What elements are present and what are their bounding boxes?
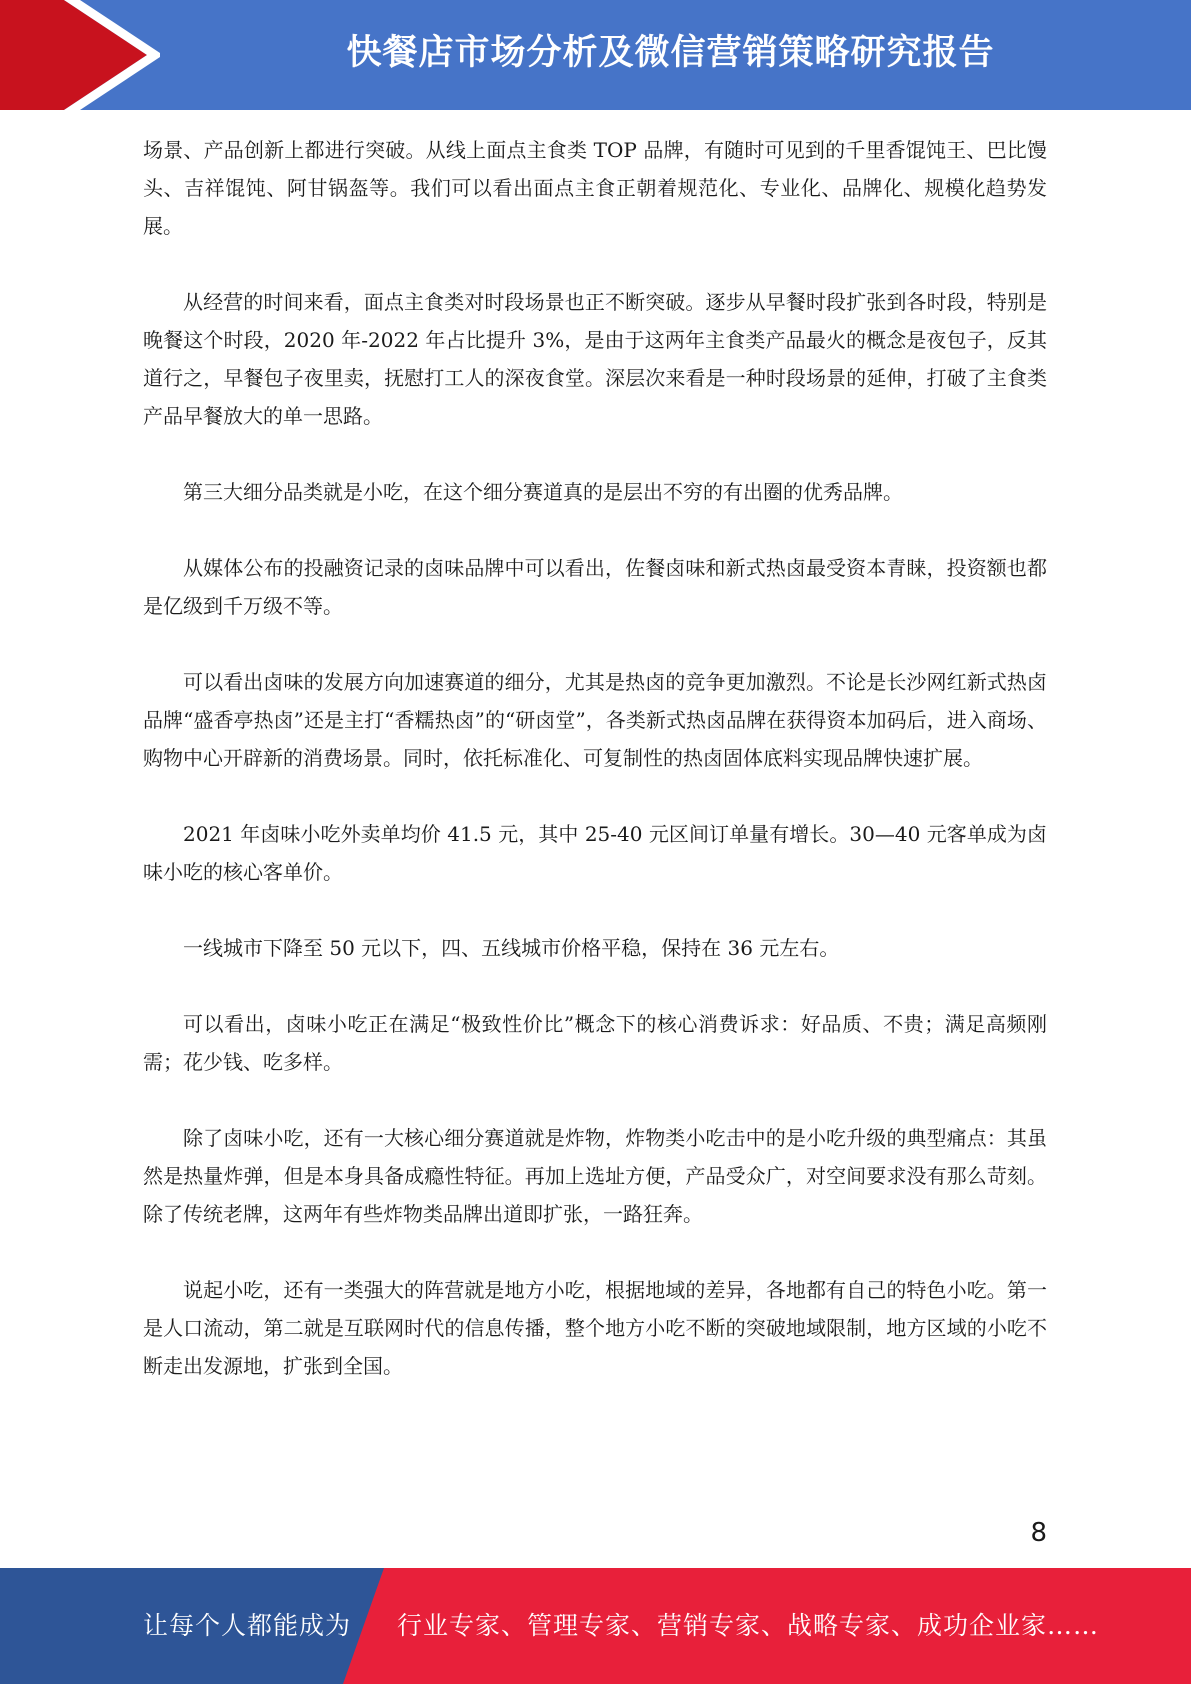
page-footer xyxy=(0,1568,1191,1684)
paragraph: 说起小吃，还有一类强大的阵营就是地方小吃，根据地域的差异，各地都有自己的特色小吃。第一是人口流动，第二就是互联网时代的信息传播，整个地方小吃不断的突破地域限制，地方区域的小吃不断走出发源地，扩张到全国。 xyxy=(143,1278,1047,1378)
document-body xyxy=(143,131,1047,1423)
page-header xyxy=(0,0,1191,110)
paragraph: 一线城市下降至 50 元以下，四、五线城市价格平稳，保持在 36 元左右。 xyxy=(183,936,840,960)
paragraph: 除了卤味小吃，还有一大核心细分赛道就是炸物，炸物类小吃击中的是小吃升级的典型痛点：其虽然是热量炸弹，但是本身具备成瘾性特征。再加上选址方便，产品受众广，对空间要求没有那么苛刻。除了传统老牌，这两年有些炸物类品牌出道即扩张，一路狂奔。 xyxy=(143,1126,1047,1226)
paragraph: 可以看出卤味的发展方向加速赛道的细分，尤其是热卤的竞争更加激烈。不论是长沙网红新式热卤品牌“盛香亭热卤”还是主打“香糯热卤”的“研卤堂”，各类新式热卤品牌在获得资本加码后，进入商场、购物中心开辟新的消费场景。同时，依托标准化、可复制性的热卤固体底料实现品牌快速扩展。 xyxy=(143,670,1047,770)
footer-slogan-right: 行业专家、管理专家、营销专家、战略专家、成功企业家…… xyxy=(397,1611,1100,1640)
footer-slogan-left: 让每个人都能成为 xyxy=(143,1611,352,1640)
paragraph: 第三大细分品类就是小吃，在这个细分赛道真的是层出不穷的有出圈的优秀品牌。 xyxy=(183,480,903,504)
paragraph: 可以看出，卤味小吃正在满足“极致性价比”概念下的核心消费诉求：好品质、不贵；满足高频刚需；花少钱、吃多样。 xyxy=(143,1012,1047,1074)
paragraph: 2021 年卤味小吃外卖单均价 41.5 元，其中 25-40 元区间订单量有增长。30—40 元客单成为卤味小吃的核心客单价。 xyxy=(143,822,1047,884)
paragraph: 从经营的时间来看，面点主食类对时段场景也正不断突破。逐步从早餐时段扩张到各时段，特别是晚餐这个时段，2020 年-2022 年占比提升 3%，是由于这两年主食类产品最火的概念是夜包子，反其道行之，早餐包子夜里卖，抚慰打工人的深夜食堂。深层次来看是一种时段场景的延伸，打破了主食类产品早餐放大的单一思路。 xyxy=(143,290,1047,428)
report-title: 快餐店市场分析及微信营销策略研究报告 xyxy=(346,33,995,73)
paragraph: 场景、产品创新上都进行突破。从线上面点主食类 TOP 品牌，有随时可见到的千里香馄饨王、巴比馒头、吉祥馄饨、阿甘锅盔等。我们可以看出面点主食正朝着规范化、专业化、品牌化、规模化趋势发展。 xyxy=(143,138,1047,238)
red-arrow-decoration xyxy=(0,0,160,110)
page-number: 8 xyxy=(1030,1518,1047,1548)
paragraph: 从媒体公布的投融资记录的卤味品牌中可以看出，佐餐卤味和新式热卤最受资本青睐，投资额也都是亿级到千万级不等。 xyxy=(143,556,1047,618)
